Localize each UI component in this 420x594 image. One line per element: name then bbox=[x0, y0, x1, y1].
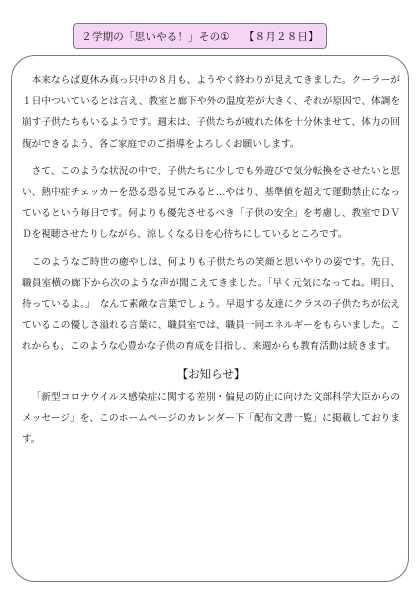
notice-heading: 【お知らせ】 bbox=[176, 366, 246, 381]
page-title: ２学期の「思いやる！」その① bbox=[81, 30, 230, 43]
title-box bbox=[73, 23, 327, 49]
notice-text: 「新型コロナウイルス感染症に関する差別・偏見の防止に向けた文部科学大臣からのメッセージ」を、このホームページのカレンダー下「配布文書一覧」に掲載しております。 bbox=[22, 391, 400, 446]
paragraph: このようなご時世の癒やしは、何よりも子供たちの笑顔と思いやりの姿です。先日、職員室横の廊下から次のような声が聞こえてきました。「早く元気になってね。明日、待っているよ。」 なんて素敵な言葉でしょう。早退する友達にクラスの子供たちが伝えているこの優しさ溢れる言葉に、職員室では、職員一同エネルギーをもらいました。これからも、このような心豊かな子供の育成を目指し、来週からも教育活動は続きます。 bbox=[22, 256, 400, 353]
paragraph: さて、このような状況の中で、子供たちに少しでも外遊びで気分転換をさせたいと思い、熱中症チェッカーを恐る恐る見てみると…やはり、基準値を超えて運動禁止になっているという毎日です。何よりも優先させるべき「子供の安全」を考慮し、教室でＤＶＤを視聴させたりしながら、涼しくなる日を心待ちにしているところです。 bbox=[22, 165, 400, 241]
article-body bbox=[22, 70, 400, 450]
date-label: 【８月２８日】 bbox=[243, 30, 319, 43]
notice-section bbox=[22, 364, 400, 451]
paragraph: 本来ならば夏休み真っ只中の８月も、ようやく終わりが見えてきました。クーラーが１日中ついているとは言え、教室と廊下や外の温度差が大きく、それが原因で、体調を崩す子供たちもいるようです。週末は、子供たちが疲れた体を十分休ませて、体力の回復ができるよう、各ご家庭でのご指導をよろしくお願いします。 bbox=[22, 75, 400, 150]
